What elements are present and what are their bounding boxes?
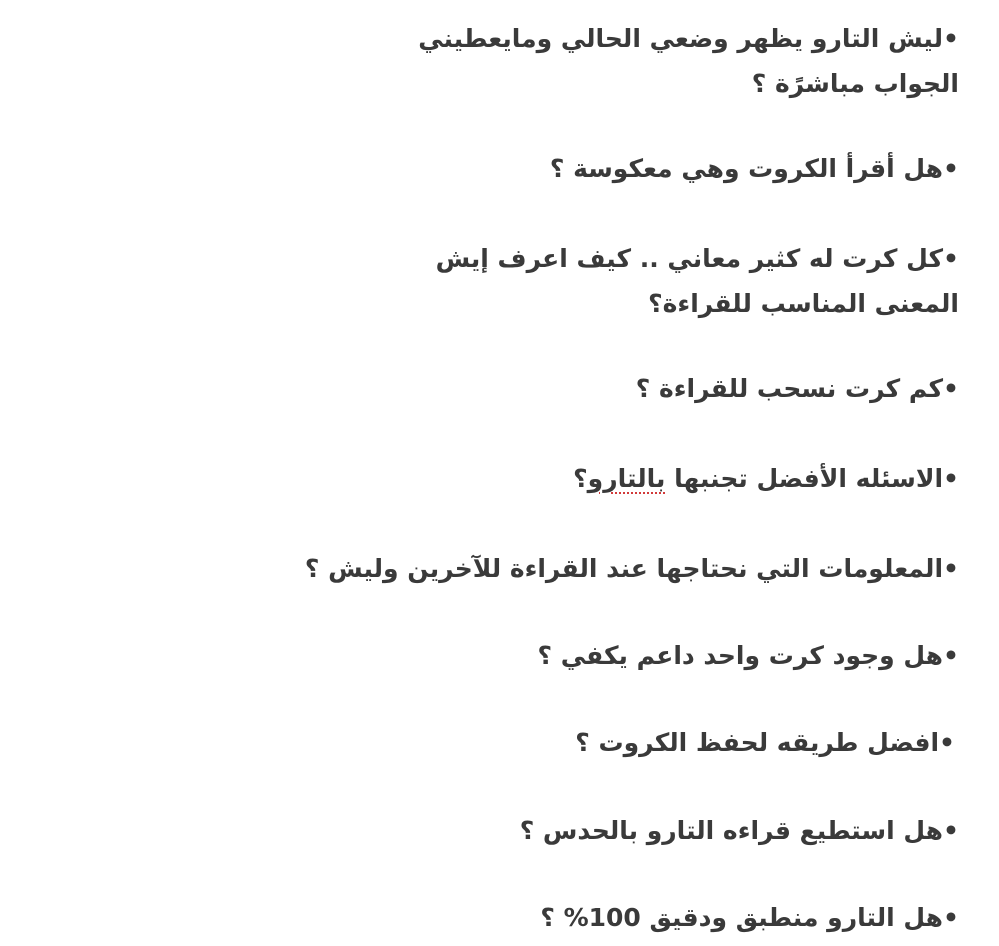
question-text-start: •الاسئله الأفضل تجنبها [665,464,959,493]
question-text: •هل وجود كرت واحد داعم يكفي ؟ [537,641,959,670]
question-item [435,236,959,326]
question-text: •هل استطيع قراءه التارو بالحدس ؟ [519,816,959,845]
question-text: •افضل طريقه لحفظ الكروت ؟ [575,728,955,757]
question-item [459,633,959,678]
question-item [459,456,959,501]
question-item [455,720,955,765]
spellcheck-underlined-word[interactable]: بالتارو [587,464,666,493]
question-text-continued: الجواب مباشرًة ؟ [751,69,959,98]
question-item [459,808,959,853]
question-item [459,146,959,191]
question-text [459,456,959,501]
question-text: •كم كرت نسحب للقراءة ؟ [635,374,959,403]
question-item [459,895,959,940]
question-item [459,366,959,411]
question-text: •المعلومات التي نحتاجها عند القراءة للآخرين وليش ؟ [304,554,959,583]
question-item [418,16,959,106]
question-text: •كل كرت له كثير معاني .. كيف اعرف إيش [435,244,959,273]
question-item [304,546,959,591]
question-text: •هل التارو منطبق ودقيق 100% ؟ [540,903,959,932]
question-text-continued: المعنى المناسب للقراءة؟ [648,289,959,318]
question-mark: ؟ [573,464,588,493]
question-text: •هل أقرأ الكروت وهي معكوسة ؟ [549,154,959,183]
question-text: •ليش التارو يظهر وضعي الحالي ومايعطيني [418,24,959,53]
